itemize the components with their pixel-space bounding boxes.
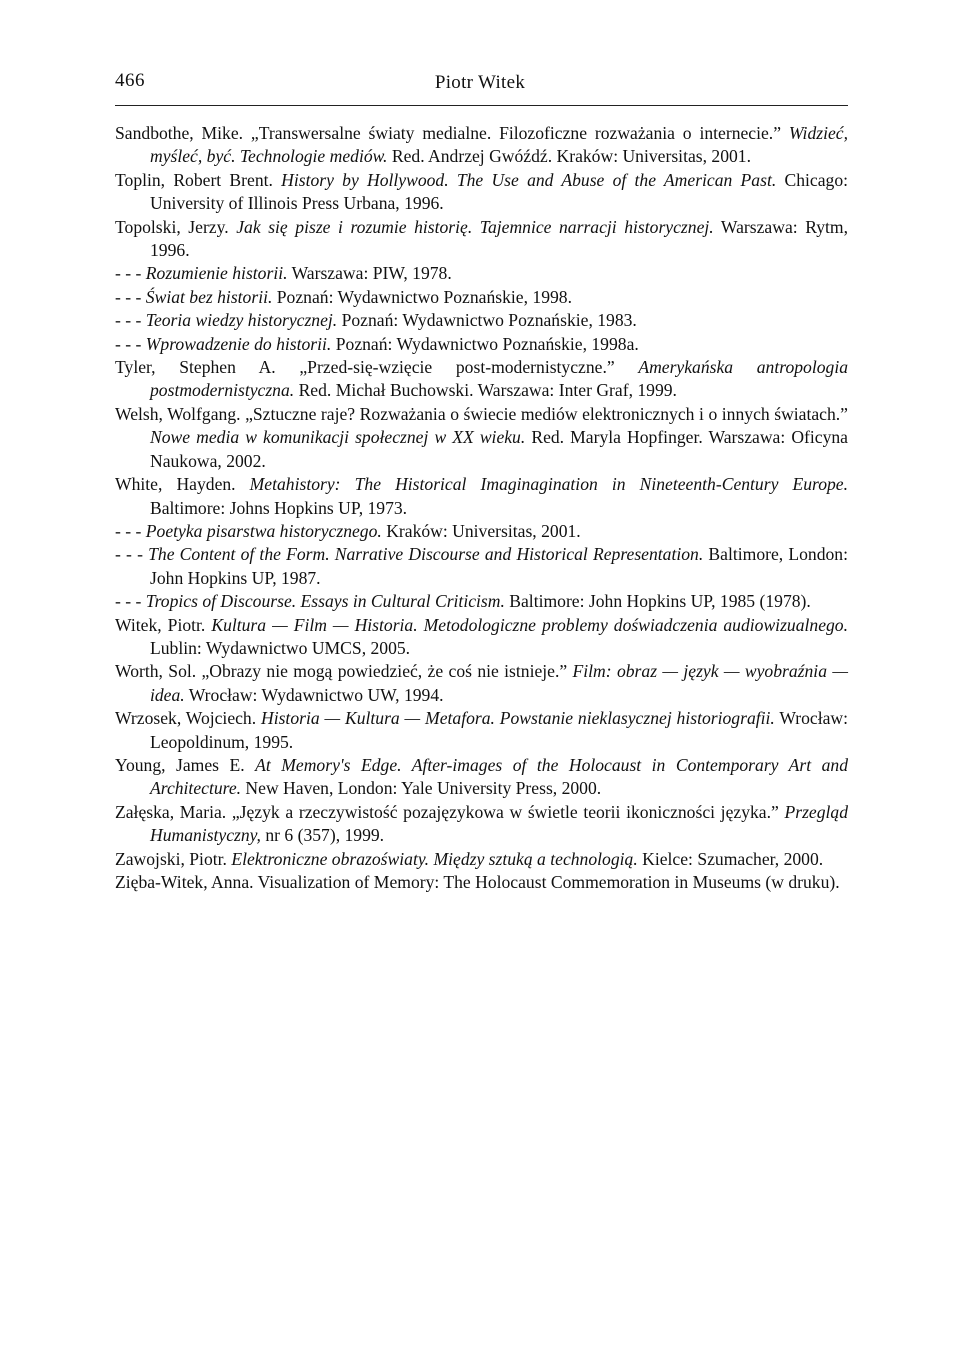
entry-text: Wrocław: Leopoldinum, 1995. [150, 708, 848, 752]
entry-title: Tropics of Discourse. Essays in Cultural Criticism. [145, 591, 505, 612]
bibliography-entry [115, 216, 848, 263]
entry-text: Young, James E. [115, 754, 256, 775]
entry-title: Metahistory: The Historical Imaginagination in Nineteenth-Century Europe. [249, 474, 848, 495]
entry-text: - - - [115, 333, 146, 354]
entry-text: Red. Maryla Hopfinger. Warszawa: Oficyna Naukowa, 2002. [150, 427, 848, 471]
entry-text: - - - [115, 286, 146, 307]
entry-text: Tyler, Stephen A. „Przed-się-wzięcie post-modernistyczne.” [115, 357, 639, 378]
bibliography-entry [115, 309, 848, 332]
entry-text: Sandbothe, Mike. „Transwersalne światy medialne. Filozoficzne rozważania o internecie.” [115, 123, 789, 143]
entry-title: Wprowadzenie do historii. [145, 333, 332, 354]
entry-text: Worth, Sol. „Obrazy nie mogą powiedzieć, że coś nie istnieje.” [115, 661, 573, 682]
entry-text: Warszawa: Rytm, 1996. [150, 216, 848, 261]
entry-text: - - - [115, 263, 146, 284]
entry-text: Wrzosek, Wojciech. [115, 708, 261, 729]
entry-text: Poznań: Wydawnictwo Poznańskie, 1983. [337, 310, 637, 331]
entry-text: Chicago: University of Illinois Press Urbana, 1996. [150, 169, 849, 214]
entry-text: Kielce: Szumacher, 2000. [637, 848, 824, 869]
bibliography-entry [115, 403, 848, 473]
entry-title: Film: obraz — język — wyobraźnia — idea. [150, 661, 848, 705]
bibliography-entry [115, 520, 848, 543]
entry-text: White, Hayden. [115, 474, 250, 495]
bibliography-entry [115, 707, 848, 754]
entry-title: Widzieć, myśleć, być. Technologie mediów. [150, 123, 848, 167]
running-head: Piotr Witek [434, 72, 526, 93]
header-rule [115, 105, 848, 106]
entry-text: Welsh, Wolfgang. „Sztuczne raje? Rozważania o świecie mediów elektronicznych i o innych światach.” [115, 403, 848, 424]
entry-text: Witek, Piotr. [115, 614, 212, 635]
entry-title: Świat bez historii. [145, 286, 273, 307]
entry-text: Red. Michał Buchowski. Warszawa: Inter Graf, 1999. [294, 380, 677, 401]
bibliography-entry [115, 356, 848, 403]
entry-title: Rozumienie historii. [145, 263, 288, 284]
entry-title: At Memory's Edge. After-images of the Holocaust in Contemporary Art and Architecture. [150, 754, 848, 799]
entry-title: Przegląd Humanistyczny, [150, 801, 848, 846]
entry-text: Poznań: Wydawnictwo Poznańskie, 1998a. [331, 333, 639, 354]
entry-title: Teoria wiedzy historycznej. [145, 310, 338, 331]
bibliography-entry [115, 848, 848, 871]
bibliography-list [115, 122, 848, 894]
entry-title: Nowe media w komunikacji społecznej w XX wieku. [150, 427, 526, 448]
entry-text: - - - [115, 310, 146, 331]
entry-text: nr 6 (357), 1999. [260, 825, 385, 846]
bibliography-entry [115, 473, 848, 520]
entry-text: New Haven, London: Yale University Press, 2000. [241, 778, 602, 799]
page-number: 466 [115, 70, 145, 91]
bibliography-entry [115, 871, 848, 894]
entry-text: Baltimore: Johns Hopkins UP, 1973. [150, 497, 408, 518]
bibliography-entry [115, 333, 848, 356]
entry-text: - - - [115, 591, 146, 612]
entry-title: Elektroniczne obrazoświaty. Między sztuką a technologią. [231, 848, 638, 869]
bibliography-entry [115, 754, 848, 801]
bibliography-entry [115, 169, 848, 216]
entry-text: Kraków: Universitas, 2001. [381, 520, 581, 541]
entry-text: Baltimore: John Hopkins UP, 1985 (1978). [504, 591, 811, 612]
bibliography-entry [115, 614, 848, 661]
entry-text: - - - [115, 544, 149, 565]
entry-text: Warszawa: PIW, 1978. [287, 263, 452, 284]
entry-title: Kultura — Film — Historia. Metodologiczne problemy doświadczenia audiowizualnego. [211, 614, 848, 635]
entry-text: Topolski, Jerzy. [115, 216, 237, 237]
bibliography-entry [115, 801, 848, 848]
entry-title: The Content of the Form. Narrative Discourse and Historical Representation. [148, 544, 704, 565]
bibliography-entry [115, 122, 848, 169]
entry-text: Baltimore, London: John Hopkins UP, 1987. [150, 544, 848, 588]
entry-text: Zawojski, Piotr. [115, 848, 232, 869]
entry-title: Historia — Kultura — Metafora. Powstanie nieklasycznej historiografii. [260, 708, 775, 729]
bibliography-entry [115, 590, 848, 613]
bibliography-entry [115, 286, 848, 309]
bibliography-entry [115, 543, 848, 590]
bibliography-entry [115, 660, 848, 707]
entry-text: Lublin: Wydawnictwo UMCS, 2005. [150, 637, 411, 658]
entry-text: Toplin, Robert Brent. [115, 169, 282, 190]
entry-title: Amerykańska antropologia postmodernistyczna. [150, 357, 848, 401]
entry-title: Jak się pisze i rozumie historię. Tajemnice narracji historycznej. [236, 216, 714, 237]
entry-text: - - - [115, 520, 146, 541]
entry-text: Załęska, Maria. „Język a rzeczywistość pozajęzykowa w świetle teorii ikoniczności języka.” [115, 801, 785, 822]
entry-text: Zięba-Witek, Anna. Visualization of Memory: The Holocaust Commemoration in Museums (w druku). [115, 872, 840, 892]
entry-text: Red. Andrzej Gwóźdź. Kraków: Universitas, 2001. [387, 146, 751, 167]
entry-title: History by Hollywood. The Use and Abuse of the American Past. [281, 169, 777, 190]
bibliography-entry [115, 262, 848, 285]
entry-text: Wrocław: Wydawnictwo UW, 1994. [184, 684, 444, 705]
entry-title: Poetyka pisarstwa historycznego. [145, 520, 382, 541]
entry-text: Poznań: Wydawnictwo Poznańskie, 1998. [272, 286, 572, 307]
